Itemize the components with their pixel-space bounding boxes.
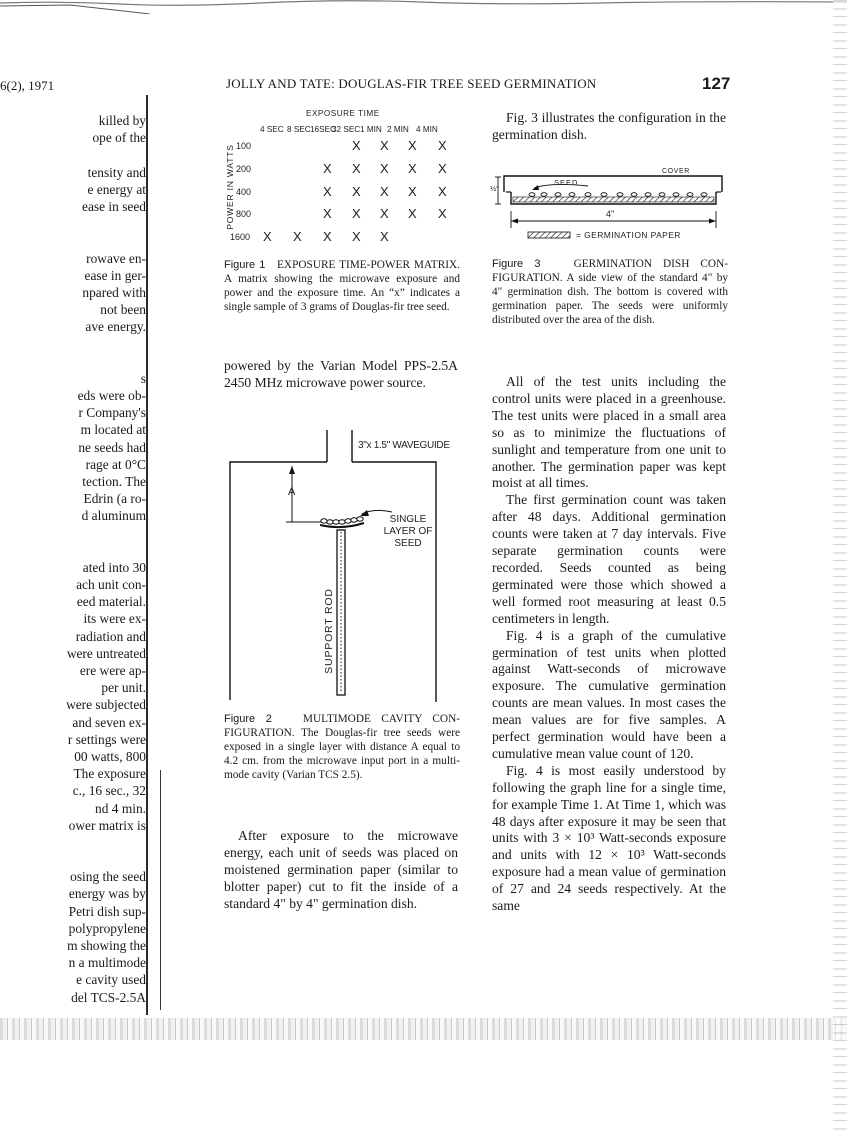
left-column-line	[0, 232, 146, 249]
running-head: JOLLY AND TATE: DOUGLAS-FIR TREE SEED GERMINATION	[226, 76, 597, 91]
right-para-4: Fig. 4 is most easily understood by following the graph line for a single time, for example Time 1. At Time 1, which was 48 days after exposure it may be seen that units with 3 × 10³ Watt-seconds exposure and units with 12 × 10³ Watt-seconds exposure had a mean value of germination of 27 and 24 seeds respectively. At the same	[492, 762, 726, 914]
figure-3-side-label: ½"	[490, 184, 499, 193]
figure-1-row-3: 800	[236, 209, 252, 219]
page-gutter	[146, 95, 148, 1015]
figure-2-seed-label: SINGLE LAYER OF SEED	[383, 514, 433, 549]
middle-column-bottom	[224, 828, 458, 913]
matrix-mark: X	[380, 229, 389, 244]
left-column-line: e cavity used	[76, 972, 146, 988]
figure-3-cover-label: COVER	[662, 168, 690, 175]
left-column-line: ease in ger-	[84, 267, 146, 283]
left-column-line: npared with	[82, 284, 146, 300]
left-column-line: tensity and	[87, 164, 146, 180]
left-column-line: m located at	[80, 422, 146, 438]
figure-2-waveguide-label: 3"x 1.5" WAVEGUIDE	[358, 440, 450, 451]
figure-2-caption-title: MULTIMODE CAVITY CONFIGURATION.	[224, 713, 460, 739]
matrix-mark: X	[408, 184, 417, 199]
matrix-mark: X	[408, 138, 417, 153]
scan-top-edge	[0, 0, 847, 14]
left-column-line: ne seeds had	[78, 439, 146, 455]
left-column-line: energy was by	[68, 886, 146, 902]
left-column-line: nd 4 min.	[95, 800, 146, 816]
left-column-line: polypropylene	[68, 920, 146, 936]
right-intro: Fig. 3 illustrates the configuration in the germination dish.	[492, 110, 726, 142]
figure-2-caption	[224, 712, 460, 782]
matrix-mark: X	[352, 206, 361, 221]
scan-bottom-edge	[0, 1018, 847, 1040]
figure-1-col-1: 8 SEC	[287, 125, 311, 134]
volume-label: 6(2), 1971	[0, 78, 55, 93]
left-column-line: 00 watts, 800	[74, 748, 146, 764]
left-column-line	[0, 851, 146, 868]
figure-2-drawing	[224, 430, 460, 710]
left-column-line: ower matrix is	[68, 817, 146, 833]
left-column-line	[0, 525, 146, 542]
matrix-mark: X	[352, 138, 361, 153]
left-column-line: Petri dish sup-	[68, 903, 146, 919]
left-column-line: osing the seed	[70, 869, 146, 885]
figure-3-caption-text: A side view of the standard 4" by 4" germination dish. The bottom is covered with germination paper. The seeds were uniformly distributed over the area of the dish.	[492, 272, 729, 326]
figure-2-rod-label: SUPPORT ROD	[323, 588, 335, 674]
left-column-line: per unit.	[101, 680, 146, 696]
matrix-mark: X	[293, 229, 302, 244]
right-column-intro	[492, 110, 726, 144]
scan-right-edge	[833, 0, 847, 1130]
left-column-line: its were ex-	[83, 611, 146, 627]
left-column-line: ach unit con-	[76, 577, 146, 593]
figure-1-row-4: 1600	[230, 232, 251, 242]
left-column-fragments	[0, 112, 146, 1006]
left-column-line: ere were ap-	[79, 663, 146, 678]
right-para-2: The first germination count was taken after 48 days. Additional germination counts were taken at 7 day intervals. Five separate germination counts were recorded. Seeds counted as being germinated were those which showed a well formed root measuring at least 0.5 centimeters in length.	[492, 492, 726, 626]
matrix-mark: X	[352, 184, 361, 199]
right-column-body	[492, 374, 726, 915]
figure-3-caption-label: Figure 3	[492, 258, 541, 270]
matrix-mark: X	[438, 161, 447, 176]
left-column-line: d aluminum	[81, 508, 146, 524]
figure-1-row-0: 100	[236, 141, 252, 151]
left-column-line: rage at 0°C	[85, 456, 146, 472]
figure-1-caption	[224, 258, 460, 314]
left-column-line: were subjected	[66, 697, 146, 713]
left-column-line: were untreated	[66, 645, 146, 661]
figure-2-caption-text: The Douglas-fir tree seeds were exposed in a single layer with distance A equal to 4.2 cm. from the microwave input port in a multi-mode cavity (Varian TCS 2.5).	[224, 727, 460, 781]
figure-1-col-6: 4 MIN	[416, 125, 438, 134]
matrix-mark: X	[352, 161, 361, 176]
left-column-line	[0, 215, 146, 232]
matrix-mark: X	[323, 229, 332, 244]
figure-1-title: EXPOSURE TIME	[306, 109, 380, 118]
figure-2-distance-label: A	[288, 486, 296, 498]
figure-1-row-1: 200	[236, 164, 252, 174]
figure-1-y-axis-label: POWER IN WATTS	[225, 144, 235, 230]
left-column-line: not been	[100, 302, 146, 318]
matrix-mark: X	[438, 206, 447, 221]
figure-1-caption-label: Figure 1	[224, 259, 266, 271]
matrix-mark: X	[380, 206, 389, 221]
figure-1-caption-title: EXPOSURE TIME-POWER MATRIX.	[277, 259, 460, 271]
left-column-line: ease in seed	[82, 198, 146, 214]
page-number: 127	[702, 74, 731, 93]
page-gutter-secondary	[160, 770, 161, 1010]
right-para-3: Fig. 4 is a graph of the cumulative germination of test units when plotted against Watt-seconds of microwave exposure. The cumulative germination counts are mean values. In most cases the mean values are for five samples. A perfect germination would have been a cumulative mean value count of 120.	[492, 627, 726, 761]
figure-3-dim-label: 4"	[606, 209, 615, 219]
left-column-line: Edrin (a ro-	[83, 491, 146, 507]
middle-column-top	[224, 358, 458, 392]
figure-2-caption-label: Figure 2	[224, 713, 272, 725]
figure-3-caption	[492, 257, 728, 327]
matrix-mark: X	[380, 184, 389, 199]
figure-3-legend-text: = GERMINATION PAPER	[576, 230, 681, 240]
matrix-mark: X	[438, 138, 447, 153]
left-column-line: r settings were	[67, 731, 146, 747]
left-column-line: del TCS-2.5A	[71, 989, 146, 1005]
left-column-line	[0, 353, 146, 370]
left-column-line: s	[140, 370, 146, 386]
left-column-line: eds were ob-	[77, 388, 146, 403]
left-column-line: n a multimode	[68, 955, 146, 971]
matrix-mark: X	[380, 138, 389, 153]
left-column-line: ated into 30	[82, 559, 146, 575]
figure-1	[224, 106, 464, 256]
left-column-line	[0, 834, 146, 851]
matrix-mark: X	[380, 161, 389, 176]
matrix-mark: X	[352, 229, 361, 244]
figure-1-col-2: 16SEC	[310, 125, 336, 134]
left-column-line: m showing the	[67, 938, 146, 953]
left-column-line: killed by	[98, 113, 146, 128]
left-column-line: radiation and	[75, 628, 146, 644]
figure-2	[224, 430, 460, 710]
figure-3-seed-label: SEED	[554, 178, 579, 187]
figure-1-col-0: 4 SEC	[260, 125, 284, 134]
left-column-line: ave energy.	[85, 319, 146, 335]
figure-1-row-2: 400	[236, 187, 252, 197]
middle-para-1: powered by the Varian Model PPS-2.5A 2450 MHz microwave power source.	[224, 358, 458, 390]
left-column-line: The exposure	[73, 766, 146, 782]
figure-3-caption-title: GERMINATION DISH CONFIGURATION.	[492, 258, 728, 284]
matrix-mark: X	[323, 206, 332, 221]
left-column-line	[0, 542, 146, 559]
left-column-line	[0, 146, 146, 163]
figure-1-col-3: 32 SEC	[332, 125, 361, 134]
left-column-line: tection. The	[82, 473, 146, 489]
left-column-line: ope of the	[92, 130, 146, 146]
matrix-mark: X	[323, 184, 332, 199]
figure-1-col-4: 1 MIN	[360, 125, 382, 134]
figure-3	[492, 166, 730, 248]
left-column-line: and seven ex-	[72, 714, 146, 730]
left-column-line: e energy at	[87, 181, 146, 197]
matrix-mark: X	[408, 161, 417, 176]
left-column-line: eed material.	[76, 594, 146, 610]
matrix-mark: X	[263, 229, 272, 244]
middle-para-2: After exposure to the microwave energy, each unit of seeds was placed on moistened germination paper (similar to blotter paper) cut to fit the inside of a standard 4" by 4" germination dish.	[224, 828, 458, 911]
matrix-mark: X	[438, 184, 447, 199]
left-column-line: rowave en-	[86, 250, 146, 266]
matrix-mark: X	[323, 161, 332, 176]
matrix-mark: X	[408, 206, 417, 221]
figure-1-caption-text: A matrix showing the microwave exposure and power and the exposure time. An “x” indicates a single sample of 3 grams of Douglas-fir tree seed.	[224, 273, 460, 313]
right-para-1: All of the test units including the control units were placed in a greenhouse. The test units were placed in a small area so as to minimize the fluctuations of sunlight and temperature from one unit to another. The germination paper was kept moist at all times.	[492, 374, 726, 491]
left-column-line: r Company's	[78, 405, 146, 421]
left-column-line: c., 16 sec., 32	[72, 783, 146, 799]
left-column-line	[0, 335, 146, 352]
figure-1-col-5: 2 MIN	[387, 125, 409, 134]
